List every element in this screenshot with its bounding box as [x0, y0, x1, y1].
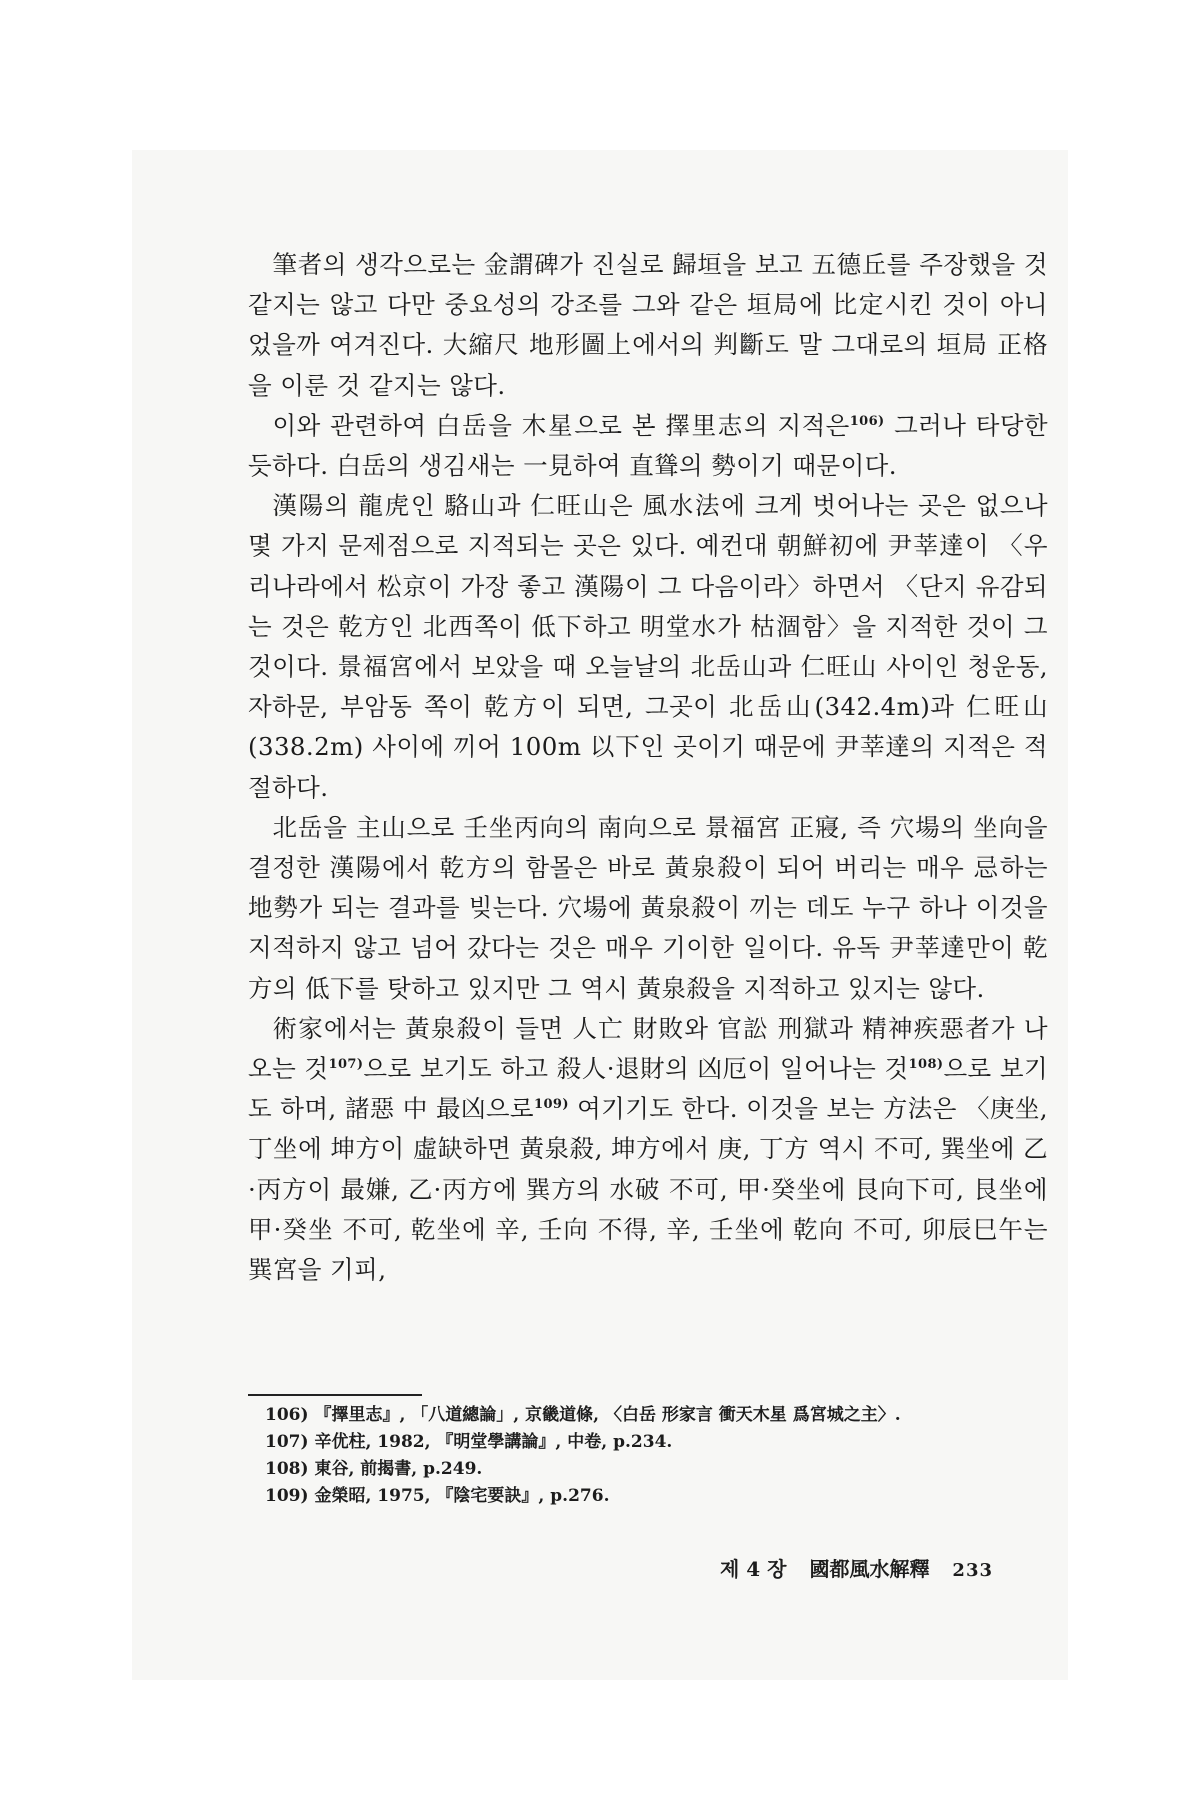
- footnote-divider: [248, 1394, 422, 1396]
- footnote-107: 107) 辛优柱, 1982, 『明堂學講論』, 中卷, p.234.: [265, 1432, 673, 1452]
- paragraph-3: 漢陽의 龍虎인 駱山과 仁旺山은 風水法에 크게 벗어나는 곳은 없으나 몇 가지 문제점으로 지적되는 곳은 있다. 예컨대 朝鮮初에 尹莘達이 〈우리나라에서 松京이 가장 좋고 漢陽이 그 다음이라〉하면서 〈단지 유감되는 것은 乾方인 北西쪽이 低下하고 明堂水가 枯涸함〉을 지적한 것이 그것이다. 景福宮에서 보았을 때 오늘날의 北岳山과 仁旺山 사이인 청운동, 자하문, 부암동 쪽이 乾方이 되면, 그곳이 北岳山(342.4m)과 仁旺山(338.2m) 사이에 끼어 100m 以下인 곳이기 때문에 尹莘達의 지적은 적절하다.: [248, 491, 1048, 802]
- paragraph-2-part-2: 그러나 타당한 듯하다. 白岳의 생김새는 一見하여 直聳의 勢이기 때문이다.: [248, 410, 1048, 481]
- footnote-108: 108) 東谷, 前揭書, p.249.: [265, 1459, 483, 1479]
- paragraph-5-part-4: 여기기도 한다. 이것을 보는 方法은 〈庚坐, 丁坐에 坤方이 虛缺하면 黃泉殺, 坤方에서 庚, 丁方 역시 不可, 巽坐에 乙·丙方이 最嫌, 乙·丙方에 巽方의 水破 不可, 甲·癸坐에 艮向下可, 艮坐에 甲·癸坐 不可, 乾坐에 辛, 壬向 不得, 辛, 壬坐에 乾向 不可, 卯辰巳午는 巽宮을 기피,: [248, 1094, 1048, 1285]
- paragraph-5: [248, 1009, 1048, 1290]
- note-ref-108: 108): [908, 1057, 944, 1073]
- footnotes: [265, 1402, 1035, 1510]
- footnote-109: 109) 金榮昭, 1975, 『陰宅要訣』, p.276.: [265, 1486, 610, 1506]
- note-ref-106: 106): [849, 413, 885, 429]
- paragraph-2: [248, 406, 1048, 486]
- note-ref-107: 107): [328, 1057, 364, 1073]
- paragraph-5-part-3: 으로 보기도 하며, 諸惡 中 最凶으로: [248, 1054, 1049, 1124]
- paragraph-5-part-2: 으로 보기도 하고 殺人·退財의 凶厄이 일어나는 것: [363, 1054, 909, 1084]
- paragraph-4: 北岳을 主山으로 壬坐丙向의 南向으로 景福宮 正寢, 즉 穴場의 坐向을 결정한 漢陽에서 乾方의 함몰은 바로 黃泉殺이 되어 버리는 매우 忌하는 地勢가 되는 결과를 빚는다. 穴場에 黃泉殺이 끼는 데도 누구 하나 이것을 지적하지 않고 넘어 갔다는 것은 매우 기이한 일이다. 유독 尹莘達만이 乾方의 低下를 탓하고 있지만 그 역시 黃泉殺을 지적하고 있지는 않다.: [248, 812, 1048, 1003]
- body-text: [248, 245, 1048, 1290]
- note-ref-109: 109): [534, 1097, 569, 1113]
- chapter-label: 제 4 장: [720, 1557, 787, 1581]
- paragraph-5-part-1: 術家에서는 黃泉殺이 들면 人亡 財敗와 官訟 刑獄과 精神疾惡者가 나오는 것: [248, 1013, 1048, 1084]
- paragraph-2-part-1: 이와 관련하여 白岳을 木星으로 본 擇里志의 지적은: [272, 410, 850, 440]
- paragraph-1: 筆者의 생각으로는 金謂碑가 진실로 歸垣을 보고 五德丘를 주장했을 것 같지는 않고 다만 중요성의 강조를 그와 같은 垣局에 比定시킨 것이 아니었을까 여겨진다. 大縮尺 地形圖上에서의 判斷도 말 그대로의 垣局 正格을 이룬 것 같지는 않다.: [248, 250, 1048, 400]
- footnote-106: 106) 『擇里志』, 「八道總論」, 京畿道條, 〈白岳 形家言 衝天木星 爲宮城之主〉.: [265, 1405, 901, 1425]
- page-number: 233: [952, 1560, 993, 1581]
- page-footer: [720, 1553, 993, 1582]
- chapter-title: 國都風水解釋: [809, 1557, 930, 1581]
